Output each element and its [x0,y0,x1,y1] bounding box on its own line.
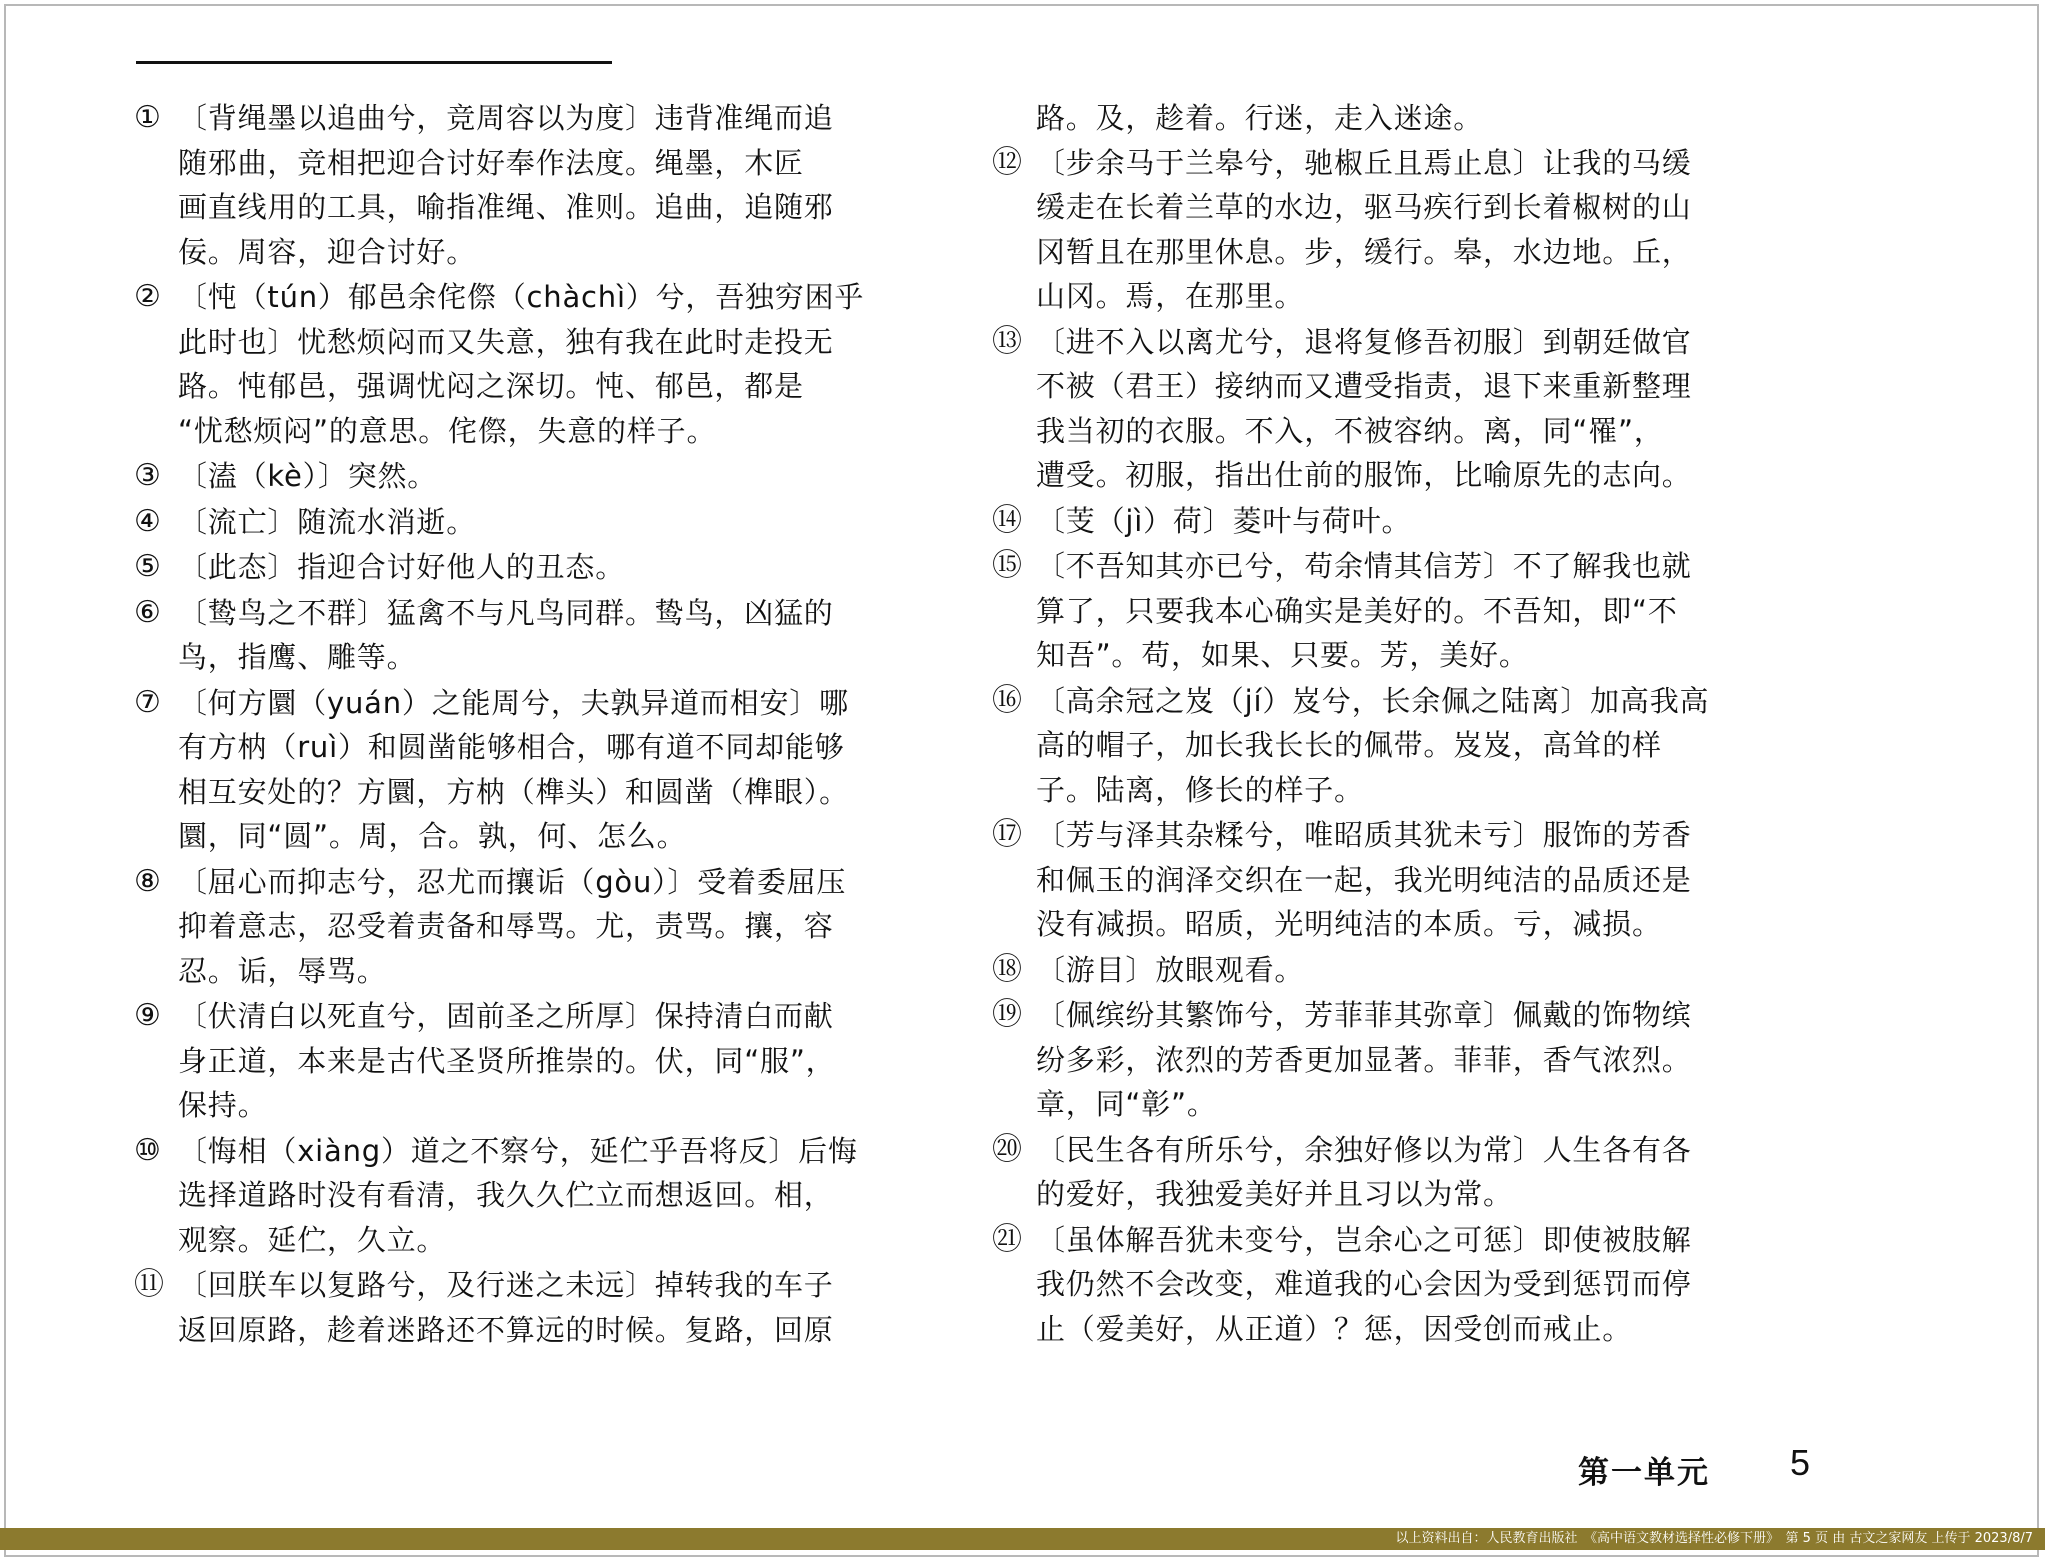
footnote-line: 〔何方圜（yuán）之能周兮，夫孰异道而相安〕哪 [178,685,849,720]
footnote-line: 没有减损。昭质，光明纯洁的本质。亏，减损。 [1036,907,1662,941]
footnote-line: 〔高余冠之岌（jí）岌兮，长余佩之陆离〕加高我高 [1036,683,1710,718]
footnote-divider-rule [136,61,612,64]
footnote-number: ⑮ [992,548,1022,583]
footnote-number: ② [134,279,161,314]
footnote-item [992,679,1817,813]
footnote-number: ⑩ [134,1132,161,1168]
footnote-line: 鸟，指鹰、雕等。 [178,640,417,674]
footnote-line: 佞。周容，迎合讨好。 [178,234,477,269]
footnote-line: 〔伏清白以死直兮，固前圣之所厚〕保持清白而献 [178,999,834,1033]
footnote-item [134,275,869,453]
footnote-line: 〔鸷鸟之不群〕猛禽不与凡鸟同群。鸷鸟，凶猛的 [178,595,834,630]
footnote-line: 的爱好，我独爱美好并且习以为常。 [1036,1177,1513,1211]
page-number: 5 [1790,1442,1811,1483]
footnote-number: ⑧ [134,863,161,899]
footnote-number: ⑫ [992,144,1022,180]
footnote-line: 〔民生各有所乐兮，余独好修以为常〕人生各有各 [1036,1132,1692,1167]
footnote-line: 观察。延伫，久立。 [178,1222,447,1257]
footnote-line: 我当初的衣服。不入，不被容纳。离，同“罹”， [1036,413,1664,448]
footnote-number: ⑦ [134,684,161,720]
footnote-number: ③ [134,458,161,493]
footnote-line: 〔溘（kè）〕突然。 [178,459,438,493]
footnote-number: ⑱ [992,951,1022,987]
footnote-line: 〔佩缤纷其繁饰兮，芳菲菲其弥章〕佩戴的饰物缤 [1036,998,1692,1032]
footnote-line: 抑着意志，忍受着责备和辱骂。尤，责骂。攘，容 [178,909,834,943]
footnote-number: ⑳ [992,1131,1022,1167]
footnote-number: ⑲ [992,997,1022,1032]
footnote-item [992,141,1817,319]
footnote-line: 〔进不入以离尤兮，退将复修吾初服〕到朝廷做官 [1036,324,1692,359]
footnote-item [134,860,869,994]
footnote-line: 〔步余马于兰皋兮，驰椒丘且焉止息〕让我的马缓 [1036,145,1692,180]
footnote-continuation [992,96,1817,141]
footnote-line: 不被（君王）接纳而又遭受指责，退下来重新整理 [1036,369,1692,403]
footnote-line: 随邪曲，竞相把迎合讨好奉作法度。绳墨，木匠 [178,145,804,180]
footnote-item [992,813,1817,947]
footnote-line: 〔芳与泽其杂糅兮，唯昭质其犹未亏〕服饰的芳香 [1036,818,1692,852]
footnote-item [992,993,1817,1127]
footnote-item [134,1263,869,1352]
footnote-item [134,681,869,859]
footnote-item [134,454,869,499]
footnote-line: 身正道，本来是古代圣贤所推崇的。伏，同“服”， [178,1043,836,1078]
footnote-item [134,545,869,590]
source-credit: 以上资料出自：人民教育出版社 《高中语文教材选择性必修下册》 第 5 页 由 古文之家网友 上传于 2023/8/7 [1395,1531,2033,1546]
footnote-item [992,1128,1817,1217]
footnote-number: ⑪ [134,1267,164,1302]
footnote-number: ⑬ [992,323,1022,359]
footnote-item [134,96,869,274]
unit-label: 第一单元 [1578,1455,1710,1491]
footnote-item [134,500,869,545]
footnote-item [992,1218,1817,1352]
footnote-line: 〔悔相（xiàng）道之不察兮，延伫乎吾将反〕后悔 [178,1133,858,1168]
footnote-number: ① [134,100,161,135]
footnote-line: 章，同“彰”。 [1036,1087,1217,1121]
footnote-line: 子。陆离，修长的样子。 [1036,772,1364,807]
footnote-line: 〔游目〕放眼观看。 [1036,952,1305,987]
footnote-line: 〔背绳墨以追曲兮，竞周容以为度〕违背准绳而追 [178,101,834,135]
footnote-line: 纷多彩，浓烈的芳香更加显著。菲菲，香气浓烈。 [1036,1042,1692,1077]
footnote-line: 忍。诟，辱骂。 [178,953,387,988]
notes-column-left [134,96,869,1353]
footnote-line: 冈暂且在那里休息。步，缓行。皋，水边地。丘， [1036,234,1692,269]
footnote-number: ⑨ [134,998,161,1033]
footnote-item [992,320,1817,498]
footnote-line: 有方枘（ruì）和圆凿能够相合，哪有道不同却能够 [178,730,845,764]
footnote-line: 〔流亡〕随流水消逝。 [178,504,477,539]
footnote-number: ⑥ [134,594,161,630]
footnote-line: 画直线用的工具，喻指准绳、准则。追曲，追随邪 [178,190,834,224]
footnote-item [992,544,1817,678]
footnote-number: ⑯ [992,682,1022,718]
footnote-line: 路。及，趁着。行迷，走入迷途。 [1036,101,1484,135]
footnote-number: ⑰ [992,817,1022,852]
footnote-line: 相互安处的？方圜，方枘（榫头）和圆凿（榫眼）。 [178,774,849,809]
footnote-line: 缓走在长着兰草的水边，驱马疾行到长着椒树的山 [1036,190,1692,224]
footnote-line: 此时也〕忧愁烦闷而又失意，独有我在此时走投无 [178,324,834,359]
footnote-line: 〔忳（tún）郁邑余侘傺（chàchì）兮，吾独穷困乎 [178,280,865,314]
footnote-line: 山冈。焉，在那里。 [1036,279,1305,313]
footnote-line: 保持。 [178,1088,268,1122]
footnote-line: “忧愁烦闷”的意思。侘傺，失意的样子。 [178,413,717,448]
footnote-line: 〔屈心而抑志兮，忍尤而攘诟（gòu）〕受着委屈压 [178,864,847,899]
footnote-line: 返回原路，趁着迷路还不算远的时候。复路，回原 [178,1312,834,1347]
footnote-line: 圜，同“圆”。周，合。孰，何、怎么。 [178,819,687,853]
footnote-number: ④ [134,503,161,539]
footnote-line: 和佩玉的润泽交织在一起，我光明纯洁的品质还是 [1036,862,1692,897]
footnote-line: 知吾”。苟，如果、只要。芳，美好。 [1036,638,1529,672]
footnote-line: 高的帽子，加长我长长的佩带。岌岌，高耸的样 [1036,728,1662,762]
footnote-item [134,1129,869,1263]
footnote-line: 选择道路时没有看清，我久久伫立而想返回。相， [178,1178,834,1212]
footnote-line: 止（爱美好，从正道）？惩，因受创而戒止。 [1036,1311,1633,1346]
footnote-number: ⑭ [992,502,1022,538]
footnote-item [134,591,869,680]
footnote-line: 〔回朕车以复路兮，及行迷之未远〕掉转我的车子 [178,1268,834,1302]
footnote-line: 〔芰（jì）荷〕菱叶与荷叶。 [1036,503,1412,538]
footnote-number: ㉑ [992,1221,1022,1257]
footnote-line: 遭受。初服，指出仕前的服饰，比喻原先的志向。 [1036,458,1692,492]
footnote-line: 〔虽体解吾犹未变兮，岂余心之可惩〕即使被肢解 [1036,1222,1692,1257]
notes-column-right [992,96,1817,1352]
footnote-item [134,994,869,1128]
footnote-line: 〔不吾知其亦已兮，苟余情其信芳〕不了解我也就 [1036,549,1692,583]
footnote-line: 〔此态〕指迎合讨好他人的丑态。 [178,550,626,584]
footnote-number: ⑤ [134,549,161,584]
footnote-line: 算了，只要我本心确实是美好的。不吾知，即“不 [1036,593,1678,628]
footnote-item [992,499,1817,544]
footnote-line: 路。忳郁邑，强调忧闷之深切。忳、郁邑，都是 [178,369,804,403]
footnote-item [992,948,1817,993]
footnote-line: 我仍然不会改变，难道我的心会因为受到惩罚而停 [1036,1267,1692,1301]
